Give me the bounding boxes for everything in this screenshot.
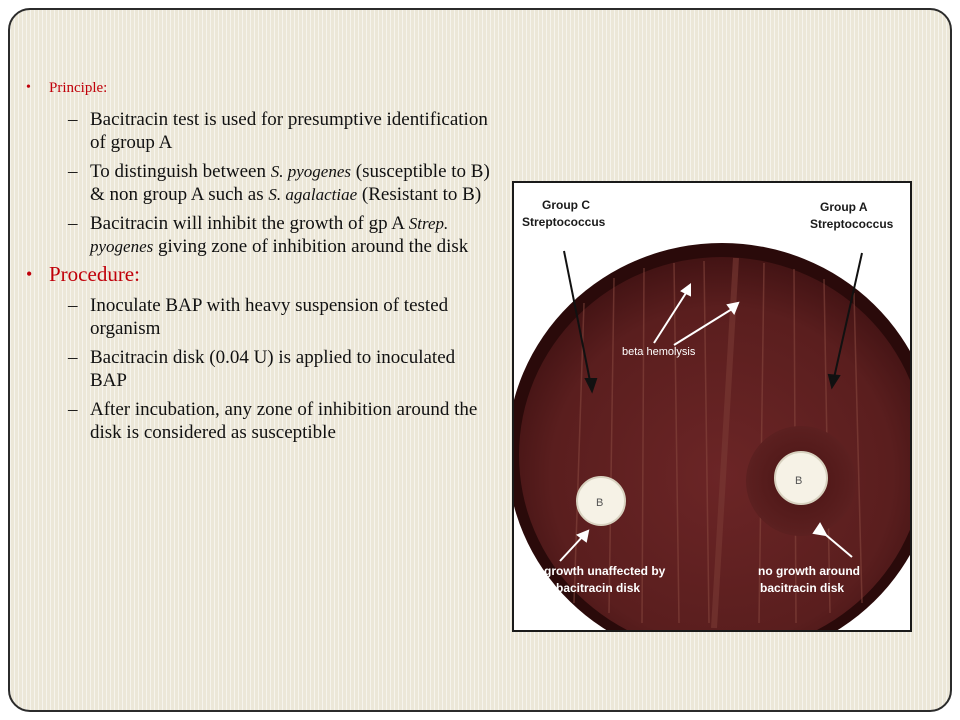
dash-icon: – (68, 109, 78, 130)
procedure-text-1: Inoculate BAP with heavy suspension of tested organism (90, 295, 449, 339)
procedure-list (26, 294, 506, 444)
principle-text-2a: To distinguish between (90, 161, 271, 182)
species-name: Strep. pyogenes (90, 214, 449, 256)
group-c-label-1: Group C (542, 198, 590, 212)
principle-list (26, 108, 506, 258)
principle-bullet (26, 74, 506, 102)
dash-icon: – (68, 295, 78, 316)
principle-text-1: Bacitracin test is used for presumptive identification of group A (90, 109, 488, 153)
species-name: S. agalactiae (268, 185, 358, 204)
group-a-label-2: Streptococcus (810, 217, 894, 231)
list-item (26, 346, 490, 392)
slide-content (26, 74, 506, 444)
bullet-icon: • (26, 80, 31, 95)
dash-icon: – (68, 347, 78, 368)
principle-heading: Principle: (49, 80, 108, 96)
procedure-text-2: Bacitracin disk (0.04 U) is applied to inoculated BAP (90, 347, 456, 391)
list-item (26, 398, 490, 444)
procedure-bullet (26, 260, 506, 288)
principle-text-3b: giving zone of inhibition around the disk (153, 236, 469, 257)
procedure-heading: Procedure: (49, 262, 140, 286)
disk-letter: B (596, 497, 604, 509)
group-c-label-2: Streptococcus (522, 215, 606, 229)
species-name: S. pyogenes (270, 162, 351, 181)
slide (8, 8, 952, 712)
list-item (26, 160, 490, 206)
principle-text-3a: Bacitracin will inhibit the growth of gp A (90, 213, 409, 234)
principle-text-2b: (susceptible to B) & non group A such as (90, 161, 490, 205)
growth-label-1: growth unaffected by (544, 564, 666, 578)
bullet-icon: • (26, 264, 33, 284)
dash-icon: – (68, 213, 78, 234)
growth-label-2: bacitracin disk (556, 581, 641, 595)
plate-illustration (514, 183, 910, 630)
procedure-text-3: After incubation, any zone of inhibition around the disk is considered as susceptible (90, 399, 478, 443)
dash-icon: – (68, 161, 78, 182)
list-item (26, 212, 490, 258)
beta-hemolysis-label: beta hemolysis (622, 346, 696, 358)
dash-icon: – (68, 399, 78, 420)
disk-letter: B (795, 475, 803, 487)
list-item (26, 108, 490, 154)
group-a-label-1: Group A (820, 200, 868, 214)
bacitracin-plate-photo (512, 181, 912, 632)
no-growth-label-1: no growth around (758, 564, 860, 578)
no-growth-label-2: bacitracin disk (760, 581, 845, 595)
principle-text-2c: (Resistant to B) (357, 184, 482, 205)
list-item (26, 294, 490, 340)
